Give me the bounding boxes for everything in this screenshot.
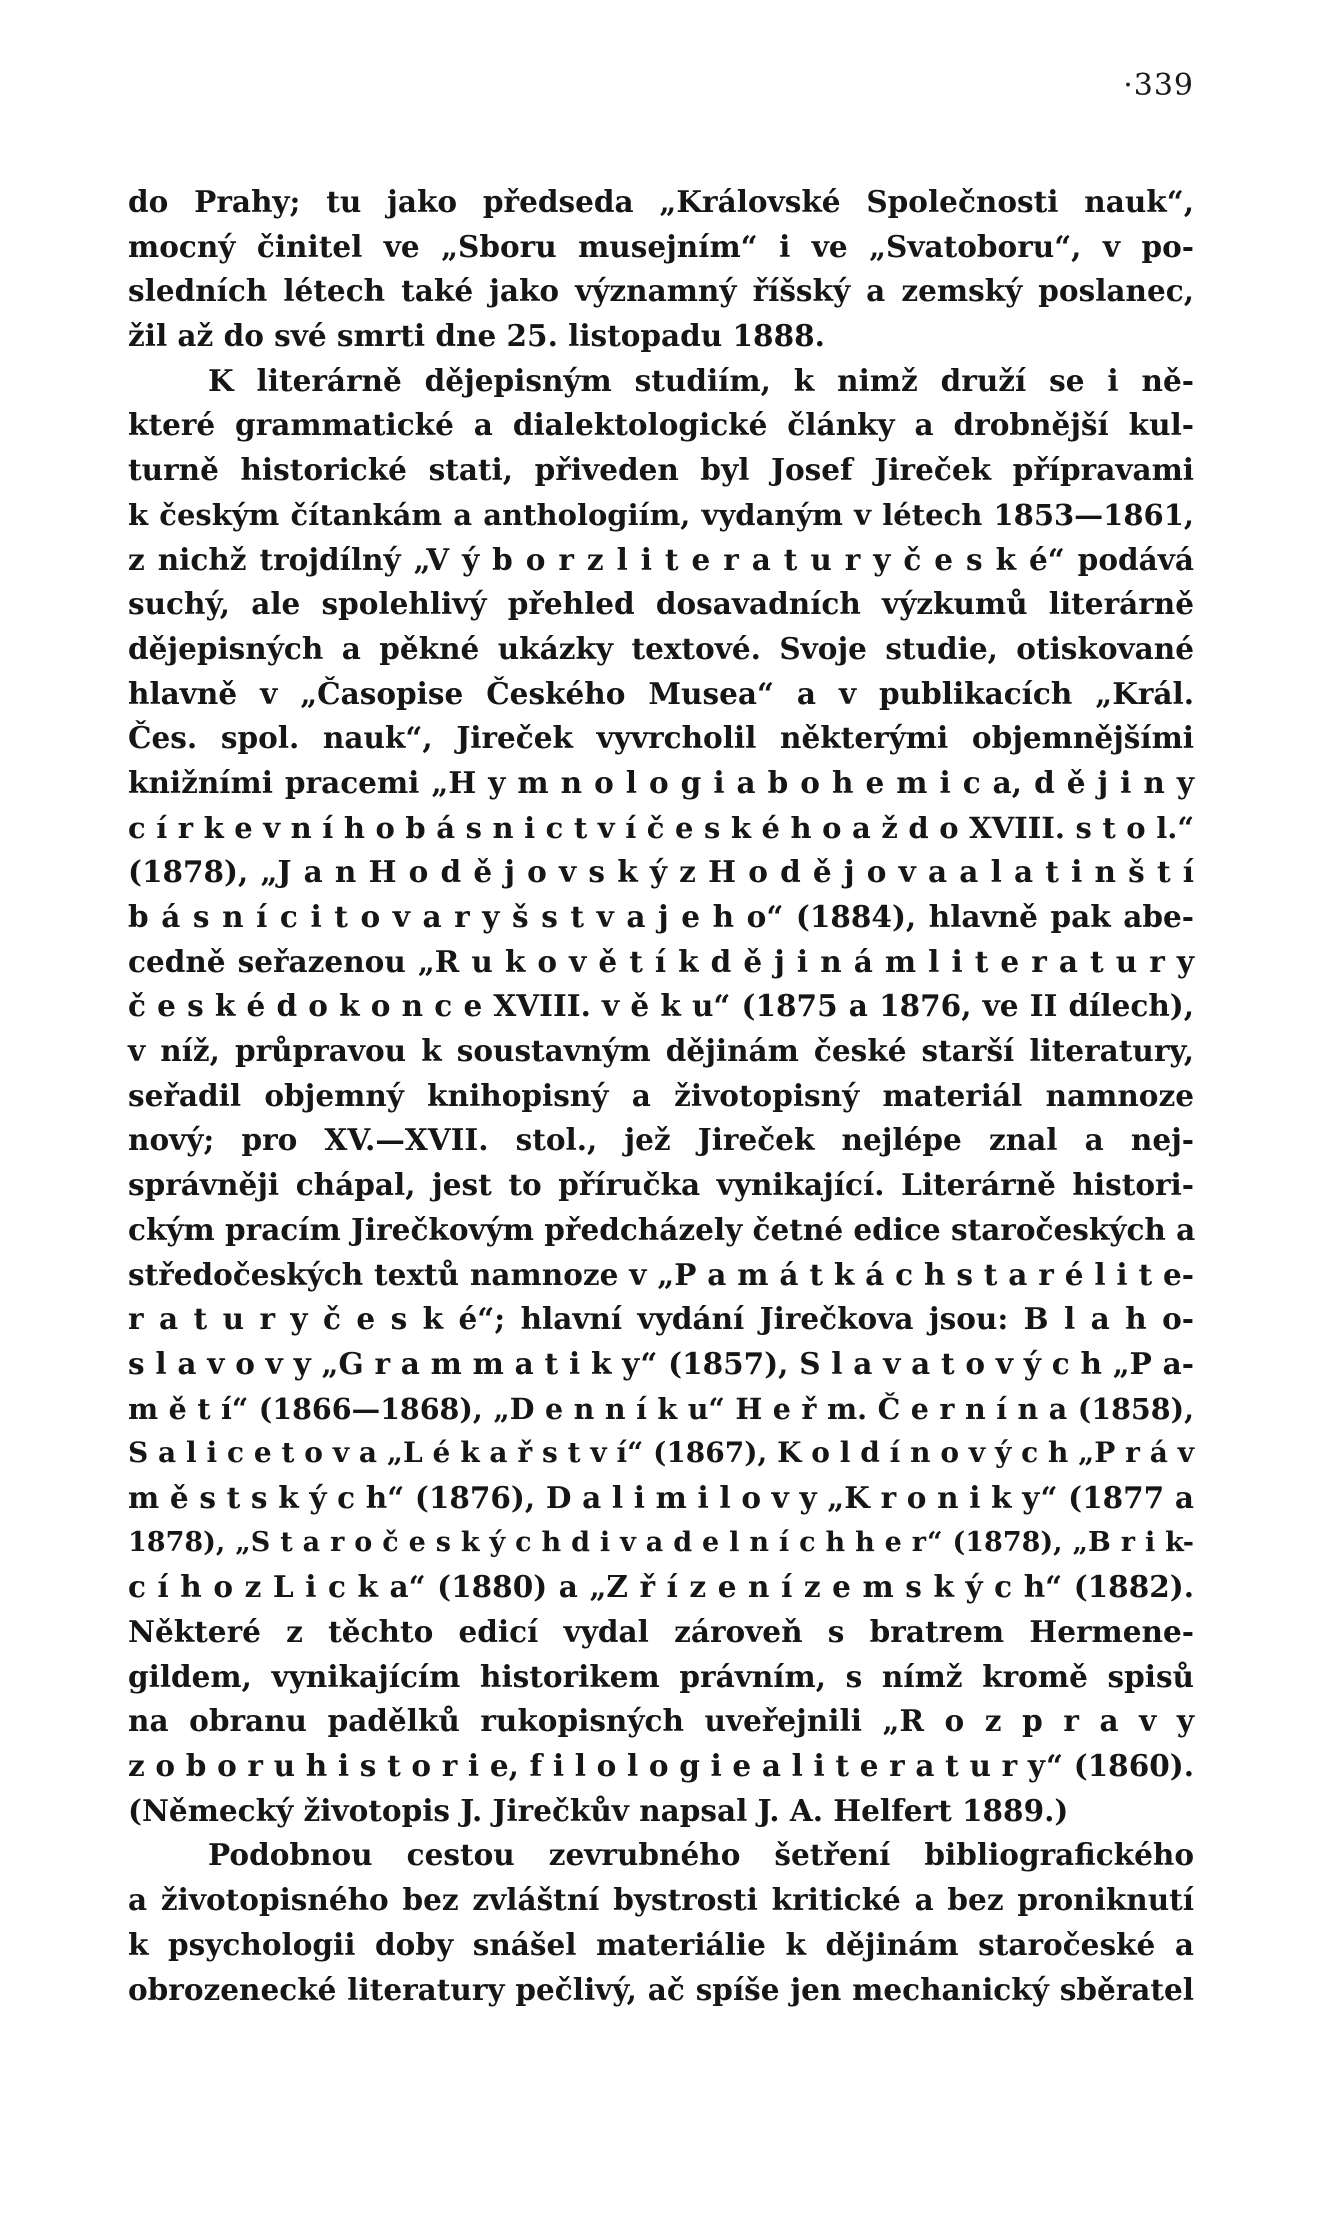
text-line: r a t u r y č e s k é“; hlavní vydání Jirečkova jsou: B l a h o- (128, 1301, 1194, 1337)
text-line: m ě s t s k ý c h“ (1876), D a l i m i l o v y „K r o n i k y“ (1877 a (128, 1479, 1194, 1515)
text-line: hlavně v „Časopise Českého Musea“ a v publikacích „Král. (128, 675, 1194, 711)
text-line: dějepisných a pěkné ukázky textové. Svoje studie, otiskované (128, 630, 1194, 666)
text-line: mocný činitel ve „Sboru musejním“ i ve „Svatoboru“, v po- (128, 228, 1194, 264)
text-line: c í h o z L i c k a“ (1880) a „Z ř í z e n í z e m s k ý c h“ (1882). (128, 1569, 1194, 1605)
text-line: z nichž trojdílný „V ý b o r z l i t e r a t u r y č e s k é“ podává (128, 541, 1194, 577)
text-line: k psychologii doby snášel materiálie k dějinám staročeské a (128, 1926, 1194, 1962)
text-line: m ě t í“ (1866—1868), „D e n n í k u“ H e ř m. Č e r n í n a (1858), (128, 1391, 1194, 1426)
text-line: obrozenecké literatury pečlivý, ač spíše jen mechanický sběratel (128, 1971, 1194, 2007)
text-line: nový; pro XV.—XVII. stol., jež Jireček nejlépe znal a nej- (128, 1122, 1194, 1158)
text-line: Podobnou cestou zevrubného šetření bibliografického (208, 1837, 1194, 1873)
text-line: které grammatické a dialektologické články a drobnější kul- (128, 407, 1194, 443)
text-line: 1878), „S t a r o č e s k ý c h d i v a d e l n í c h h e r“ (1878), „B r i k- (128, 1526, 1194, 1558)
text-line: Čes. spol. nauk“, Jireček vyvrcholil některými objemnějšími (128, 720, 1194, 756)
text-line: b á s n í c i t o v a r y š s t v a j e h o“ (1884), hlavně pak abe- (128, 899, 1194, 934)
text-line: turně historické stati, přiveden byl Josef Jireček přípravami (128, 452, 1194, 488)
text-line: ckým pracím Jirečkovým předcházely četné edice staročeských a (128, 1211, 1196, 1247)
text-line: s l a v o v y „G r a m m a t i k y“ (1857), S l a v a t o v ý c h „P a- (128, 1345, 1194, 1381)
text-line: správněji chápal, jest to příručka vynikající. Literárně histori- (128, 1167, 1194, 1203)
text-line: suchý, ale spolehlivý přehled dosavadních výzkumů literárně (128, 586, 1194, 622)
text-line: K literárně dějepisným studiím, k nimž druží se i ně- (208, 362, 1194, 398)
text-line: sledních létech také jako významný říšský a zemský poslanec, (128, 273, 1194, 309)
text-line: Některé z těchto edicí vydal zároveň s bratrem Hermene- (128, 1614, 1194, 1649)
text-line: (1878), „J a n H o d ě j o v s k ý z H o d ě j o v a a l a t i n š t í (128, 854, 1194, 890)
text-line: v níž, průpravou k soustavným dějinám české starší literatury, (128, 1033, 1194, 1069)
text-line: středočeských textů namnoze v „P a m á t k á c h s t a r é l i t e- (128, 1256, 1194, 1292)
text-line: S a l i c e t o v a „L é k a ř s t v í“ (1867), K o l d í n o v ý c h „P r á v (128, 1436, 1194, 1470)
page-number: ·339 (1123, 68, 1194, 103)
text-line: knižními pracemi „H y m n o l o g i a b o h e m i c a, d ě j i n y (128, 764, 1194, 800)
text-line: žil až do své smrti dne 25. listopadu 1888. (128, 318, 825, 354)
text-line: a životopisného bez zvláštní bystrosti kritické a bez proniknutí (128, 1882, 1194, 1918)
text-line: z o b o r u h i s t o r i e, f i l o l o g i e a l i t e r a t u r y“ (1860). (128, 1748, 1194, 1784)
text-line: č e s k é d o k o n c e XVIII. v ě k u“ (1875 a 1876, ve II dílech), (128, 988, 1194, 1024)
body-text (128, 180, 1194, 2012)
text-line: na obranu padělků rukopisných uveřejnili „R o z p r a v y (128, 1703, 1194, 1739)
text-line: gildem, vynikajícím historikem právním, s nímž kromě spisů (128, 1658, 1194, 1694)
text-line: do Prahy; tu jako předseda „Královské Společnosti nauk“, (128, 184, 1194, 219)
text-line: c í r k e v n í h o b á s n i c t v í č e s k é h o a ž d o XVIII. s t o l.“ (128, 810, 1194, 845)
text-line: (Německý životopis J. Jirečkův napsal J. A. Helfert 1889.) (128, 1792, 1069, 1828)
text-line: seřadil objemný knihopisný a životopisný materiál namnoze (128, 1077, 1194, 1113)
text-line: k českým čítankám a anthologiím, vydaným v létech 1853—1861, (128, 497, 1194, 532)
text-line: cedně seřazenou „R u k o v ě t í k d ě j i n á m l i t e r a t u r y (128, 943, 1194, 979)
